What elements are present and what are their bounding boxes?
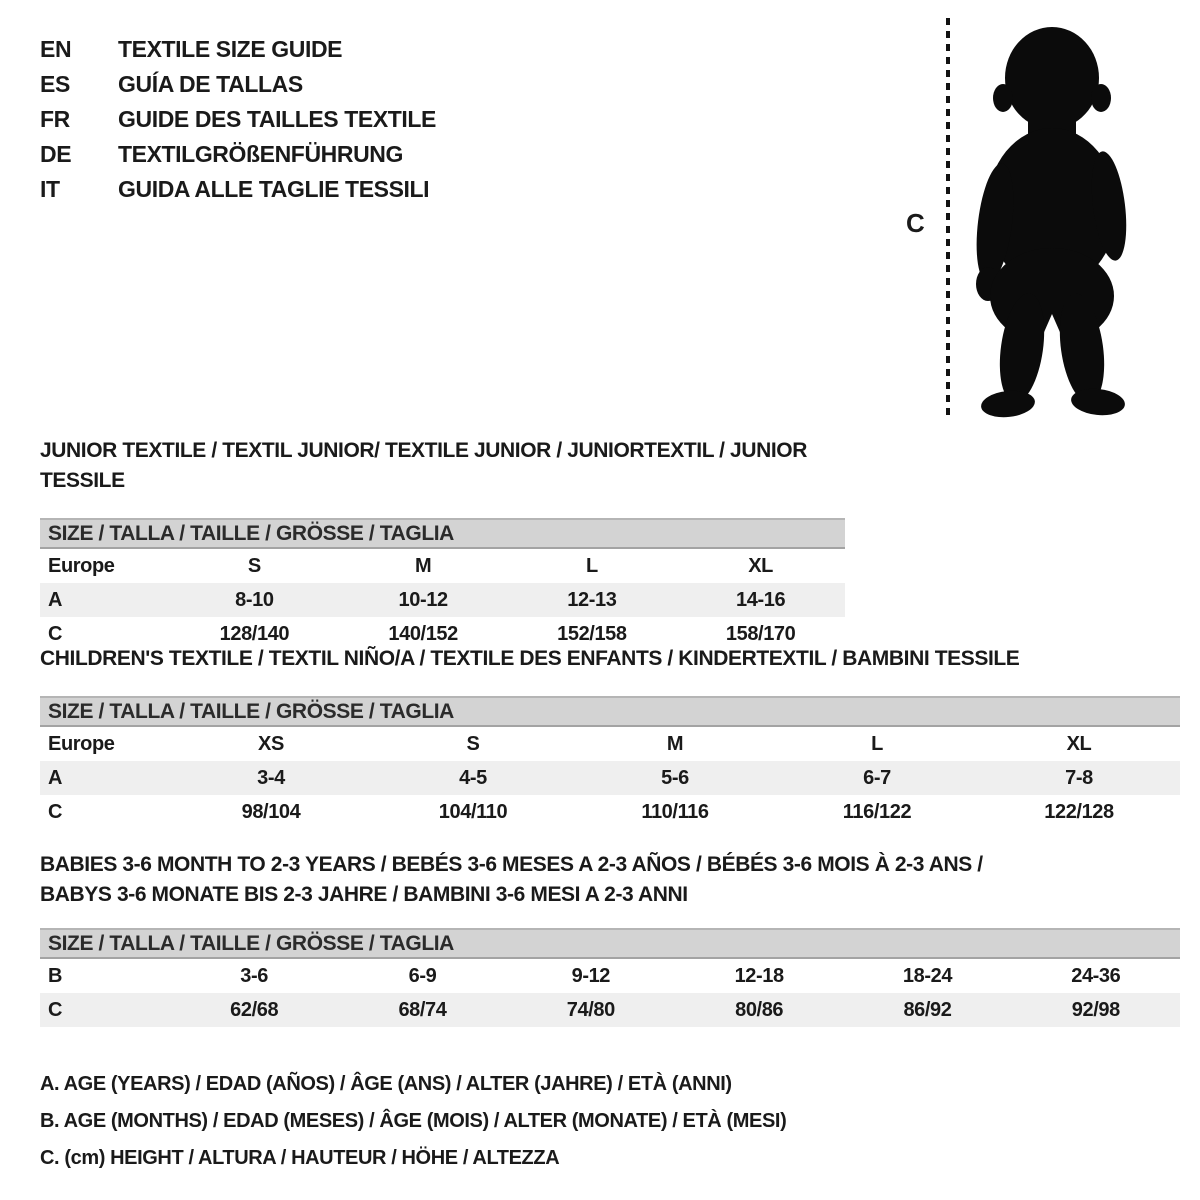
legend-height-cm: C. (cm) HEIGHT / ALTURA / HAUTEUR / HÖHE / ALTEZZA	[40, 1147, 560, 1169]
size-cell: XS	[258, 732, 284, 755]
height-cell: 122/128	[1044, 800, 1114, 823]
childrens-age-row	[40, 761, 1180, 795]
age-cell: 10-12	[398, 588, 448, 611]
row-label: C	[48, 998, 63, 1021]
junior-section-title: JUNIOR TEXTILE / TEXTIL JUNIOR/ TEXTILE JUNIOR / JUNIORTEXTIL / JUNIOR TESSILE	[40, 439, 807, 492]
height-cell: 110/116	[641, 800, 709, 823]
language-row-fr	[40, 102, 436, 137]
age-cell: 7-8	[1065, 766, 1093, 789]
height-cell: 140/152	[388, 622, 458, 645]
size-cell: XL	[748, 554, 773, 577]
height-cell: 86/92	[903, 998, 952, 1021]
guide-title-es: GUÍA DE TALLAS	[118, 71, 303, 97]
row-label: A	[48, 766, 63, 789]
size-cell: XL	[1066, 732, 1092, 755]
language-row-it	[40, 172, 436, 207]
spacer	[40, 674, 1180, 696]
language-row-de	[40, 137, 436, 172]
language-code-fr: FR	[40, 106, 70, 132]
babies-size-header-bar: SIZE / TALLA / TAILLE / GRÖSSE / TAGLIA	[40, 928, 1180, 959]
size-cell: S	[247, 554, 261, 577]
spacer	[40, 496, 845, 518]
measurement-legend	[40, 1066, 786, 1177]
babies-height-row	[40, 993, 1180, 1027]
spacer	[40, 910, 1180, 928]
months-cell: 3-6	[240, 964, 269, 987]
age-cell: 12-13	[567, 588, 617, 611]
height-cell: 104/110	[438, 800, 508, 823]
months-cell: 9-12	[571, 964, 611, 987]
babies-months-row	[40, 959, 1180, 993]
height-cell: 116/122	[842, 800, 912, 823]
months-cell: 12-18	[734, 964, 784, 987]
height-cell: 68/74	[398, 998, 447, 1021]
language-code-de: DE	[40, 141, 72, 167]
age-cell: 4-5	[459, 766, 487, 789]
size-cell: L	[871, 732, 883, 755]
legend-age-years: A. AGE (YEARS) / EDAD (AÑOS) / ÂGE (ANS) / ALTER (JAHRE) / ETÀ (ANNI)	[40, 1073, 732, 1095]
height-cell: 128/140	[219, 622, 290, 645]
language-row-es	[40, 67, 436, 102]
months-cell: 6-9	[408, 964, 437, 987]
age-cell: 6-7	[863, 766, 891, 789]
childrens-section-title: CHILDREN'S TEXTILE / TEXTIL NIÑO/A / TEXTILE DES ENFANTS / KINDERTEXTIL / BAMBINI TESSILE	[40, 647, 1020, 670]
age-cell: 3-4	[257, 766, 285, 789]
height-cell: 80/86	[735, 998, 784, 1021]
language-code-es: ES	[40, 71, 70, 97]
size-cell: S	[466, 732, 480, 755]
toddler-silhouette-image	[962, 16, 1147, 420]
childrens-size-header-bar: SIZE / TALLA / TAILLE / GRÖSSE / TAGLIA	[40, 696, 1180, 727]
guide-title-it: GUIDA ALLE TAGLIE TESSILI	[118, 176, 430, 202]
row-label: Europe	[48, 732, 115, 755]
junior-size-header-bar: SIZE / TALLA / TAILLE / GRÖSSE / TAGLIA	[40, 518, 845, 549]
height-cell: 98/104	[241, 800, 301, 823]
age-cell: 8-10	[235, 588, 274, 611]
babies-section-title-line2: BABYS 3-6 MONATE BIS 2-3 JAHRE / BAMBINI 3-6 MESI A 2-3 ANNI	[40, 883, 688, 906]
height-cell: 92/98	[1071, 998, 1120, 1021]
guide-title-fr: GUIDE DES TAILLES TEXTILE	[118, 106, 436, 132]
height-cell: 74/80	[566, 998, 615, 1021]
guide-title-en: TEXTILE SIZE GUIDE	[118, 36, 343, 62]
row-label: C	[48, 622, 63, 645]
months-cell: 18-24	[902, 964, 953, 987]
junior-age-row	[40, 583, 845, 617]
junior-europe-row	[40, 549, 845, 583]
size-cell: M	[414, 554, 432, 577]
guide-title-de: TEXTILGRÖßENFÜHRUNG	[118, 141, 403, 167]
language-code-it: IT	[40, 176, 60, 202]
language-code-en: EN	[40, 36, 72, 62]
childrens-textile-section	[40, 644, 1180, 829]
height-measure-label-c: C	[906, 208, 925, 238]
height-cell: 62/68	[230, 998, 279, 1021]
height-measure-dashed-line	[946, 18, 950, 418]
size-cell: M	[666, 732, 684, 755]
legend-age-months: B. AGE (MONTHS) / EDAD (MESES) / ÂGE (MOIS) / ALTER (MONATE) / ETÀ (MESI)	[40, 1110, 787, 1132]
size-cell: L	[585, 554, 598, 577]
junior-textile-section	[40, 436, 845, 651]
height-cell: 158/170	[725, 622, 796, 645]
age-cell: 14-16	[736, 588, 786, 611]
language-title-block	[40, 32, 436, 207]
row-label: A	[48, 588, 63, 611]
childrens-height-row	[40, 795, 1180, 829]
childrens-europe-row	[40, 727, 1180, 761]
babies-textile-section	[40, 850, 1180, 1027]
height-cell: 152/158	[557, 622, 627, 645]
row-label: Europe	[48, 554, 115, 577]
row-label: C	[48, 800, 63, 823]
age-cell: 5-6	[661, 766, 689, 789]
language-row-en	[40, 32, 436, 67]
row-label: B	[48, 964, 63, 987]
months-cell: 24-36	[1071, 964, 1121, 987]
babies-section-title-line1: BABIES 3-6 MONTH TO 2-3 YEARS / BEBÉS 3-6 MESES A 2-3 AÑOS / BÉBÉS 3-6 MOIS À 2-3 ANS /	[40, 853, 983, 876]
